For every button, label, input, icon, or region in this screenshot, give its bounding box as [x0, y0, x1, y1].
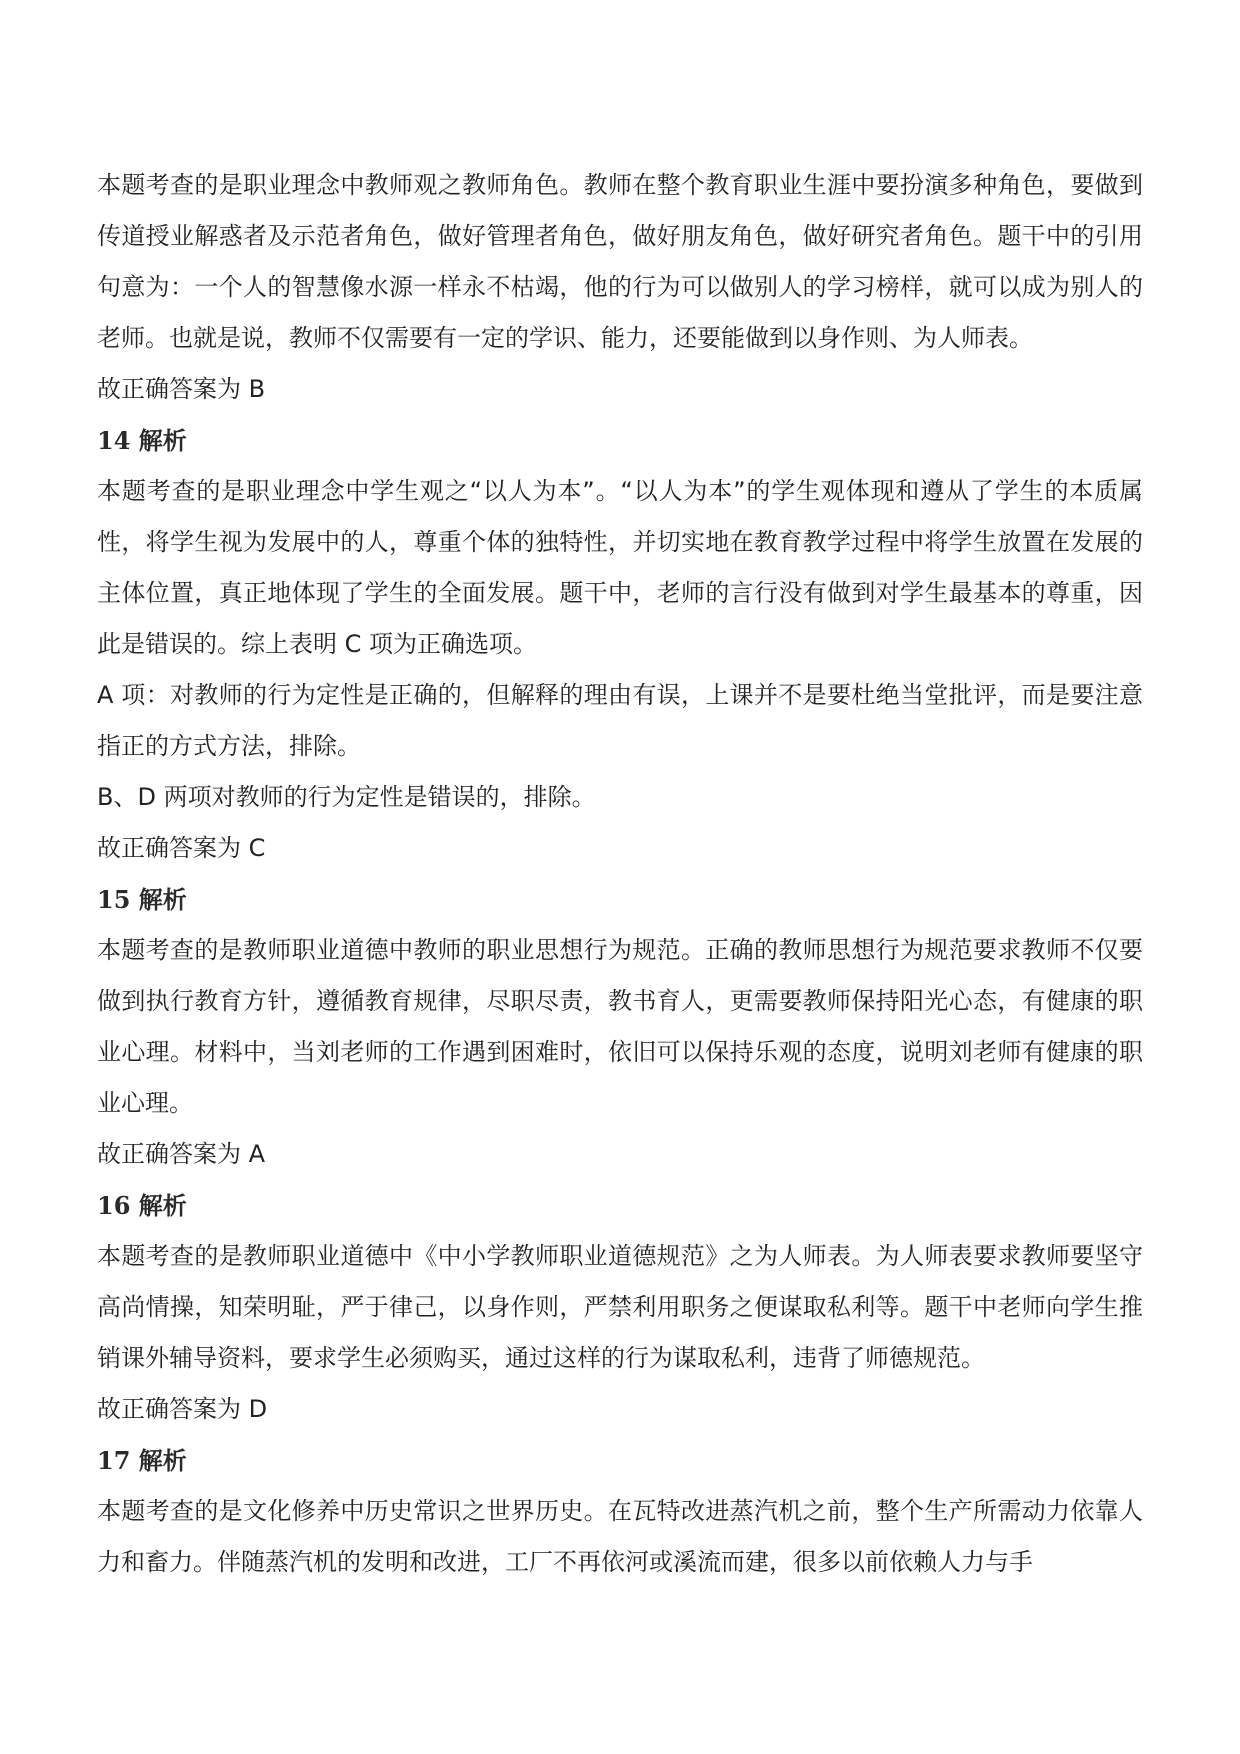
heading-16-explanation: 16 解析: [97, 1191, 187, 1220]
heading-15-explanation: 15 解析: [97, 885, 187, 914]
paragraph-15-explanation: 本题考查的是教师职业道德中教师的职业思想行为规范。正确的教师思想行为规范要求教师不仅要做到执行教育方针，遵循教育规律，尽职尽责，教书育人，更需要教师保持阳光心态，有健康的职业心理。材料中，当刘老师的工作遇到困难时，依旧可以保持乐观的态度，说明刘老师有健康的职业心理。: [97, 936, 1143, 1117]
paragraph-14-option-bd: B、D 两项对教师的行为定性是错误的，排除。: [97, 783, 596, 811]
paragraph-14-explanation: 本题考查的是职业理念中学生观之“以人为本”。“以人为本”的学生观体现和遵从了学生的本质属性，将学生视为发展中的人，尊重个体的独特性，并切实地在教育教学过程中将学生放置在发展的主体位置，真正地体现了学生的全面发展。题干中，老师的言行没有做到对学生最基本的尊重，因此是错误的。综上表明 C 项为正确选项。: [97, 477, 1143, 658]
heading-14-explanation: 14 解析: [97, 426, 187, 455]
paragraph-16-explanation: 本题考查的是教师职业道德中《中小学教师职业道德规范》之为人师表。为人师表要求教师要坚守高尚情操，知荣明耻，严于律己，以身作则，严禁利用职务之便谋取私利等。题干中老师向学生推销课外辅导资料，要求学生必须购买，通过这样的行为谋取私利，违背了师德规范。: [97, 1242, 1143, 1372]
paragraph-13-explanation: 本题考查的是职业理念中教师观之教师角色。教师在整个教育职业生涯中要扮演多种角色，要做到传道授业解惑者及示范者角色，做好管理者角色，做好朋友角色，做好研究者角色。题干中的引用句意为：一个人的智慧像水源一样永不枯竭，他的行为可以做别人的学习榜样，就可以成为别人的老师。也就是说，教师不仅需要有一定的学识、能力，还要能做到以身作则、为人师表。: [97, 171, 1143, 352]
answer-16: 故正确答案为 D: [97, 1395, 268, 1423]
answer-13: 故正确答案为 B: [97, 375, 266, 403]
heading-17-explanation: 17 解析: [97, 1446, 187, 1475]
paragraph-14-option-a: A 项：对教师的行为定性是正确的，但解释的理由有误，上课并不是要杜绝当堂批评，而是要注意指正的方式方法，排除。: [97, 681, 1143, 760]
answer-15: 故正确答案为 A: [97, 1140, 266, 1168]
paragraph-17-explanation: 本题考查的是文化修养中历史常识之世界历史。在瓦特改进蒸汽机之前，整个生产所需动力依靠人力和畜力。伴随蒸汽机的发明和改进，工厂不再依河或溪流而建，很多以前依赖人力与手: [97, 1497, 1143, 1576]
document-page: [97, 160, 1143, 1588]
answer-14: 故正确答案为 C: [97, 834, 266, 862]
